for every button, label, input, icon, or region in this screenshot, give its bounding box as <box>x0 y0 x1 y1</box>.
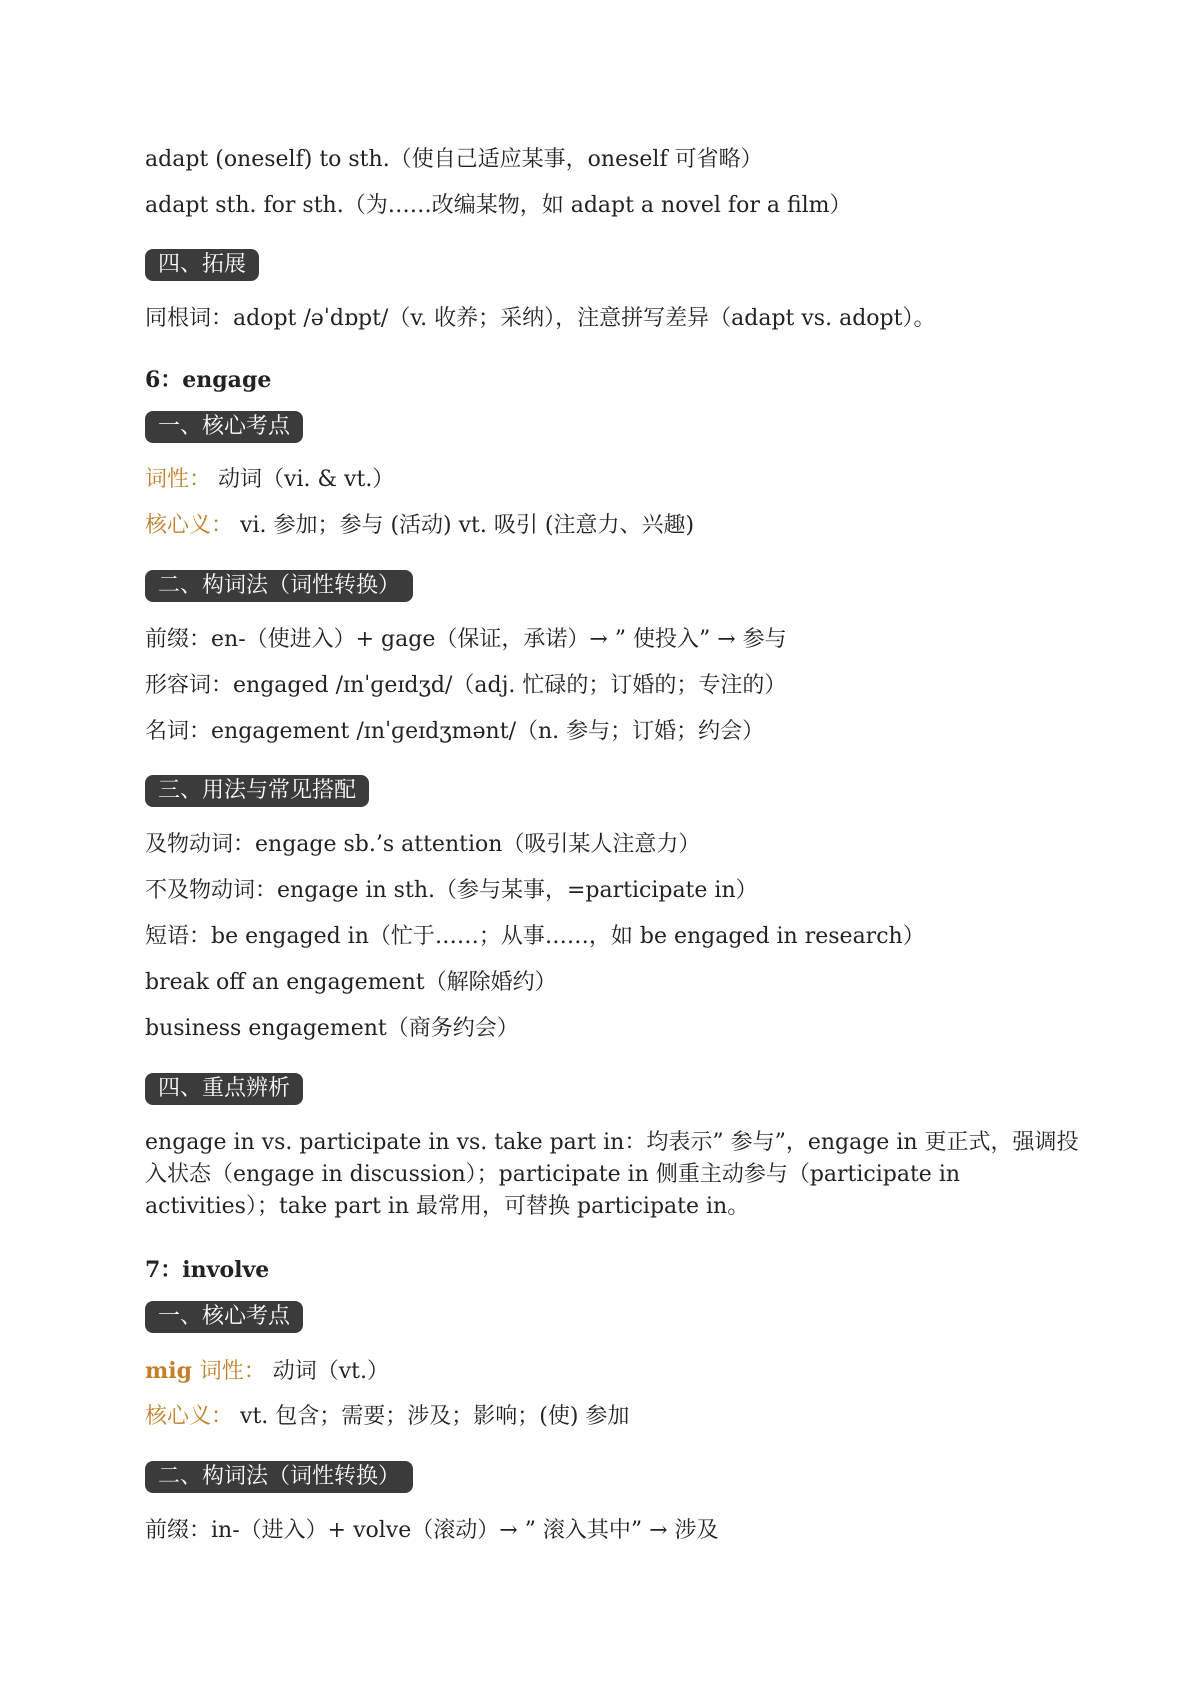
meaning-label: 核心义： <box>145 1404 234 1429</box>
pos-value: 动词（vt.） <box>272 1359 389 1384</box>
engage-usage-5: business engagement（商务约会） <box>145 1016 519 1041</box>
engage-meaning <box>145 510 1091 542</box>
meaning-label: 核心义： <box>145 513 234 538</box>
involve-meaning <box>145 1401 1091 1433</box>
pos-value: 动词（vi. & vt.） <box>218 467 395 492</box>
pos-label: 词性： <box>145 467 212 492</box>
adapt-related-word: 同根词：adopt /əˈdɒpt/（v. 收养；采纳），注意拼写差异（adapt vs. adopt）。 <box>145 306 936 331</box>
engage-usage-2: 不及物动词：engage in sth.（参与某事，=participate in） <box>145 878 758 903</box>
section-badge-usage: 三、用法与常见搭配 <box>145 775 369 807</box>
section-badge-comparison: 四、重点辨析 <box>145 1073 303 1105</box>
pos-label: 词性： <box>199 1359 266 1384</box>
entry-heading-involve: 7：involve <box>145 1257 270 1283</box>
engage-adjective: 形容词：engaged /ɪnˈɡeɪdʒd/（adj. 忙碌的；订婚的；专注的） <box>145 673 787 698</box>
engage-pos <box>145 464 1091 496</box>
engage-usage-4: break off an engagement（解除婚约） <box>145 970 557 995</box>
engage-usage-3: 短语：be engaged in（忙于……；从事……，如 be engaged in research） <box>145 924 925 949</box>
section-badge-expansion: 四、拓展 <box>145 249 259 281</box>
pos-prefix: mig <box>145 1358 200 1384</box>
entry-heading-engage: 6：engage <box>145 367 272 393</box>
section-badge-word-formation: 二、构词法（词性转换） <box>145 570 413 602</box>
adapt-usage-2: adapt sth. for sth.（为……改编某物，如 adapt a novel for a film） <box>145 193 852 218</box>
adapt-usage-1: adapt (oneself) to sth.（使自己适应某事，oneself 可省略） <box>145 147 763 172</box>
engage-usage-1: 及物动词：engage sb.’s attention（吸引某人注意力） <box>145 832 701 857</box>
section-badge-core: 一、核心考点 <box>145 411 303 443</box>
meaning-value: vt. 包含；需要；涉及；影响；(使) 参加 <box>240 1404 630 1429</box>
engage-prefix: 前缀：en-（使进入）+ gage（保证，承诺）→ ” 使投入” → 参与 <box>145 627 787 652</box>
engage-noun: 名词：engagement /ɪnˈɡeɪdʒmənt/（n. 参与；订婚；约会） <box>145 719 765 744</box>
engage-comparison: engage in vs. participate in vs. take part in：均表示” 参与”，engage in 更正式，强调投入状态（engage in discussion）；participate in 侧重主动参与（participate in activities）；take part in 最常用，可替换 participate in。 <box>145 1130 1079 1219</box>
involve-pos <box>145 1355 1091 1388</box>
involve-prefix: 前缀：in-（进入）+ volve（滚动）→ ” 滚入其中” → 涉及 <box>145 1518 719 1543</box>
meaning-value: vi. 参加；参与 (活动) vt. 吸引 (注意力、兴趣) <box>240 513 695 538</box>
section-badge-word-formation: 二、构词法（词性转换） <box>145 1461 413 1493</box>
section-badge-core: 一、核心考点 <box>145 1301 303 1333</box>
